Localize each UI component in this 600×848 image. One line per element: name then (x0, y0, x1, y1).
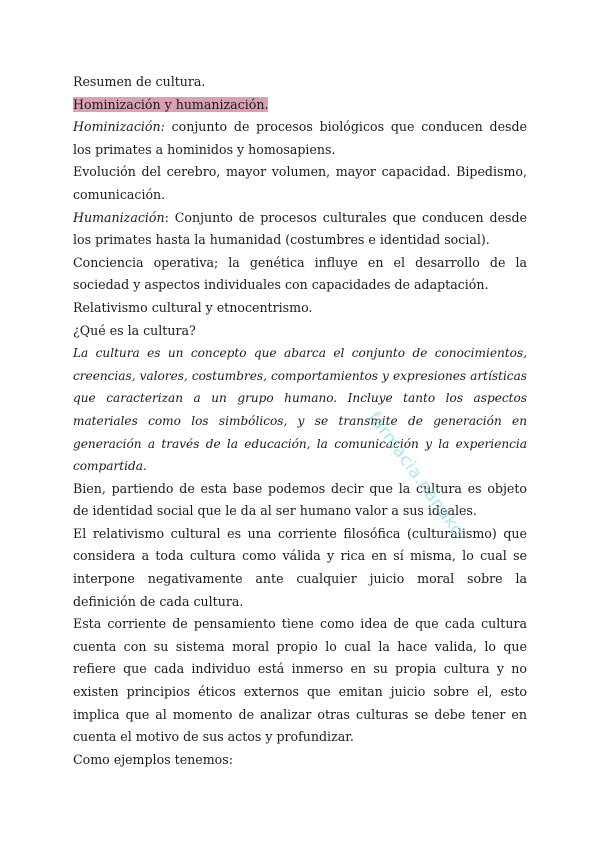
culture-definition-quote: La cultura es un concepto que abarca el conjunto de conocimientos, creencias, valores, costumbres, comportamientos y expresiones artísticas que caracterizan a un grupo humano. Incluye tanto los aspectos materiales como los simbólicos, y se transmite de generación en generación a través de la educación, la comunicación y la experiencia compartida. (73, 346, 527, 474)
paragraph-identity: Bien, partiendo de esta base podemos decir que la cultura es objeto de identidad social que le da al ser humano valor a sus ideales. (73, 480, 527, 519)
section-heading-highlight: Hominización y humanización. (73, 96, 269, 112)
hominizacion-definition: conjunto de procesos biológicos que conducen desde los primates a hominidos y homosapiens. (73, 119, 527, 157)
humanizacion-paragraph (73, 207, 527, 252)
document-title: Resumen de cultura. (73, 74, 206, 89)
humanizacion-definition: : Conjunto de procesos culturales que conducen desde los primates hasta la humanidad (costumbres e identidad social). (73, 209, 527, 248)
humanizacion-term: Humanización (73, 209, 165, 225)
evolucion-paragraph: Evolución del cerebro, mayor volumen, mayor capacidad. Bipedismo, comunicación. (73, 164, 527, 202)
paragraph-relativism: El relativismo cultural es una corriente filosófica (culturalismo) que considera a toda cultura como válida y rica en sí misma, lo cual se interpone negativamente ante cualquier juicio moral sobre la definición de cada cultura. (73, 525, 527, 609)
watermark-text: farmacia.nanako (363, 408, 468, 541)
relativismo-heading: Relativismo cultural y etnocentrismo. (73, 299, 313, 315)
culture-question: ¿Qué es la cultura? (73, 322, 196, 338)
conciencia-paragraph: Conciencia operativa; la genética influye en el desarrollo de la sociedad y aspectos individuales con capacidades de adaptación. (73, 254, 527, 293)
document-page (73, 71, 527, 771)
hominizacion-paragraph (73, 116, 527, 161)
hominizacion-term: Hominización: (73, 119, 165, 135)
section-heading (73, 94, 527, 117)
examples-intro: Como ejemplos tenemos: (73, 751, 233, 767)
paragraph-moral-system: Esta corriente de pensamiento tiene como idea de que cada cultura cuenta con su sistema moral propio lo cual la hace valida, lo que refiere que cada individuo está inmerso en su propia cultura y no existen principios éticos externos que emitan juicio sobre el, esto implica que al momento de analizar otras culturas se debe tener en cuenta el motivo de sus actos y profundizar. (73, 616, 527, 745)
